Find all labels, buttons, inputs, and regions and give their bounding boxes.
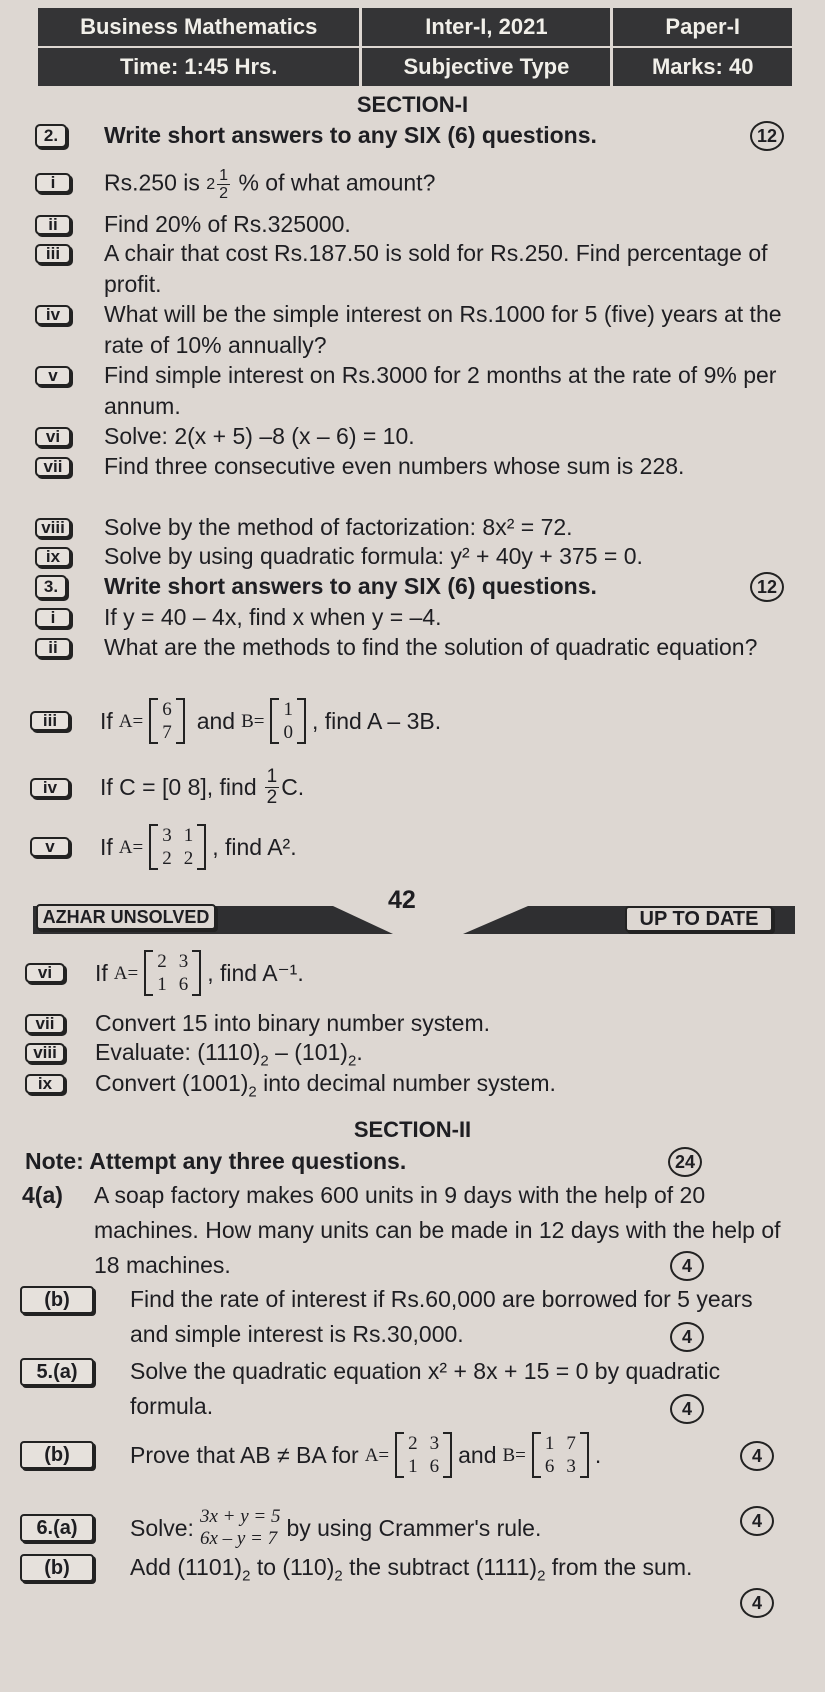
q3-item-ii (35, 632, 795, 663)
matrix-cell: 7 (162, 722, 172, 743)
question-6a (20, 1506, 800, 1550)
marks-circle: 4 (740, 1588, 774, 1618)
header-subject: Business Mathematics (38, 8, 362, 46)
item-number: v (35, 366, 71, 386)
matrix-cell: 2 (183, 848, 194, 869)
matrix-cell: 6 (544, 1456, 555, 1477)
item-text (100, 767, 304, 808)
header-marks: Marks: 40 (613, 48, 792, 86)
q3-item-ix (25, 1068, 785, 1108)
matrix-cell: 6 (178, 974, 189, 995)
header-type: Subjective Type (362, 48, 613, 86)
item-text-pre: If C = [0 8], find (100, 774, 257, 800)
matrix-b (270, 698, 306, 744)
frac-denominator: 2 (219, 185, 229, 202)
marks-circle: 12 (750, 121, 784, 151)
item-number: ii (35, 215, 71, 235)
question-5b (20, 1432, 800, 1478)
item-text: Solve by using quadratic formula: y² + 40y + 375 = 0. (104, 543, 643, 569)
marks-circle: 4 (740, 1506, 774, 1536)
matrix-a (149, 824, 206, 870)
question-text-part: Add (1101) (130, 1554, 243, 1580)
item-text-post: into decimal number system. (256, 1070, 556, 1096)
matrix-b-label: B= (241, 710, 265, 732)
matrix-a (395, 1432, 452, 1478)
item-number: vii (25, 1014, 65, 1034)
and-label: and (458, 1441, 497, 1468)
q2-item-ii (35, 209, 795, 240)
question-text-part: the subtract (1111) (342, 1554, 538, 1580)
and-label: and (196, 707, 236, 734)
matrix-a (144, 950, 201, 996)
item-text (100, 698, 441, 744)
item-number: viii (25, 1043, 65, 1063)
item-number: ix (25, 1074, 65, 1094)
question-number: 4(a) (22, 1182, 63, 1208)
item-text (104, 167, 435, 202)
item-text (100, 824, 297, 870)
q2-item-vi (35, 421, 795, 452)
section-1-title: SECTION-I (356, 92, 469, 117)
item-text: If y = 40 – 4x, find x when y = –4. (104, 604, 442, 630)
question-number: 5.(a) (20, 1358, 94, 1386)
question-number: 3. (35, 575, 67, 599)
item-number: i (35, 173, 71, 193)
item-number: iii (30, 711, 70, 731)
question-text-post: by using Crammer's rule. (286, 1514, 542, 1541)
item-text-pre: Convert (1001) (95, 1070, 249, 1096)
item-number: iv (35, 305, 71, 325)
item-number: ix (35, 547, 71, 567)
item-number: viii (35, 518, 71, 538)
q2-item-iv (35, 299, 795, 361)
subscript: 2 (260, 1052, 269, 1070)
header-exam: Inter-I, 2021 (362, 8, 613, 46)
question-text-part: from the sum. (545, 1554, 693, 1580)
q3-item-vii (25, 1008, 785, 1039)
matrix-a-label: A= (118, 710, 144, 732)
matrix-cell: 1 (157, 974, 167, 995)
q3-item-i (35, 602, 795, 633)
matrix-b (532, 1432, 589, 1478)
matrix-a-label: A= (118, 836, 144, 858)
equation-1: 3x + y = 5 (199, 1506, 281, 1527)
question-text (130, 1550, 790, 1594)
header-time: Time: 1:45 Hrs. (38, 48, 362, 86)
marks-circle: 4 (740, 1441, 774, 1471)
subscript: 2 (248, 1083, 257, 1101)
marks-circle: 4 (670, 1251, 704, 1281)
item-number: vii (35, 457, 71, 477)
question-text-part: to (110) (250, 1554, 335, 1580)
question-number: (b) (20, 1441, 94, 1469)
matrix-b-label: B= (502, 1444, 526, 1466)
matrix-cell: 1 (408, 1456, 418, 1477)
q2-item-vii (35, 451, 795, 482)
matrix-cell: 0 (283, 722, 293, 743)
q2-item-iii (35, 238, 795, 300)
section-2-title: SECTION-II (353, 1117, 472, 1142)
question-number: (b) (20, 1554, 94, 1582)
item-number: iv (30, 778, 70, 798)
q3-item-v (30, 824, 790, 870)
item-number: v (30, 837, 70, 857)
matrix-cell: 1 (183, 825, 194, 846)
question-text (130, 1432, 601, 1478)
matrix-cell: 7 (566, 1433, 576, 1454)
q2-item-viii (35, 512, 795, 543)
item-text-post: , find A⁻¹. (207, 959, 304, 986)
question-6b (20, 1554, 792, 1594)
item-text-post: % of what amount? (238, 169, 436, 196)
item-number: vi (25, 963, 65, 983)
q3-item-iv (30, 767, 790, 808)
marks-circle: 4 (670, 1322, 704, 1352)
item-number: ii (35, 638, 71, 658)
equation-system (200, 1506, 281, 1550)
item-text: What will be the simple interest on Rs.1000 for 5 (five) years at the rate of 10% annually? (104, 301, 782, 358)
frac-whole: 2 (206, 176, 216, 193)
question-text-pre: Prove that AB ≠ BA for (130, 1441, 359, 1468)
q2-item-v (35, 360, 795, 422)
item-text-pre: Evaluate: (1110) (95, 1039, 261, 1065)
fraction (217, 167, 230, 202)
item-text: Find three consecutive even numbers whose sum is 228. (104, 453, 685, 479)
banner-right-label: UP TO DATE (625, 906, 773, 932)
item-number: iii (35, 244, 71, 264)
item-text-post: , find A². (212, 833, 297, 860)
item-text: What are the methods to find the solution of quadratic equation? (104, 634, 758, 660)
matrix-cell: 3 (162, 825, 172, 846)
item-text: Solve: 2(x + 5) –8 (x – 6) = 10. (104, 423, 415, 449)
item-text (95, 950, 304, 996)
matrix-a (149, 698, 185, 744)
item-text-mid: – (101) (268, 1039, 348, 1065)
q2-item-ix (35, 541, 795, 572)
item-text: A chair that cost Rs.187.50 is sold for Rs.250. Find percentage of profit. (104, 240, 768, 297)
item-text-post: , find A – 3B. (311, 707, 442, 734)
marks-circle: 4 (670, 1394, 704, 1424)
matrix-cell: 2 (157, 951, 167, 972)
if-label: If (95, 959, 108, 986)
question-text (130, 1506, 541, 1550)
header-row-2 (38, 48, 792, 86)
item-text: Find simple interest on Rs.3000 for 2 months at the rate of 9% per annum. (104, 362, 777, 419)
item-text: Solve by the method of factorization: 8x² = 72. (104, 514, 573, 540)
q3-item-iii (30, 698, 790, 744)
frac-denominator: 2 (266, 787, 278, 808)
matrix-cell: 1 (283, 699, 293, 720)
question-3 (35, 571, 795, 602)
if-label: If (100, 707, 113, 734)
matrix-a-label: A= (113, 962, 139, 984)
subscript: 2 (242, 1567, 251, 1585)
item-text-pre: Rs.250 is (104, 169, 200, 196)
item-text (95, 1068, 556, 1108)
matrix-cell: 1 (544, 1433, 555, 1454)
matrix-cell: 6 (429, 1456, 440, 1477)
question-text: Solve the quadratic equation x² + 8x + 15 = 0 by quadratic formula. (130, 1358, 721, 1419)
note-text: Note: Attempt any three questions. (25, 1148, 407, 1174)
question-text: A soap factory makes 600 units in 9 days with the help of 20 machines. How many units can be made in 12 days with the help of 18 machines. (94, 1182, 781, 1278)
if-label: If (100, 833, 113, 860)
q2-item-i (35, 167, 795, 202)
question-text-post: . (594, 1441, 602, 1468)
matrix-a-label: A= (364, 1444, 390, 1466)
equation-2: 6x – y = 7 (199, 1528, 278, 1549)
item-text: Convert 15 into binary number system. (95, 1010, 491, 1036)
question-2 (35, 120, 795, 151)
item-text-post: . (356, 1039, 363, 1065)
item-text: Find 20% of Rs.325000. (104, 211, 351, 237)
matrix-cell: 3 (429, 1433, 440, 1454)
item-text-post: C. (281, 774, 305, 800)
question-number: 2. (35, 124, 67, 148)
q3-item-vi (25, 950, 785, 996)
page-number: 42 (388, 886, 416, 914)
question-text-pre: Solve: (130, 1514, 194, 1541)
header-row-1 (38, 8, 792, 46)
matrix-cell: 3 (566, 1456, 576, 1477)
question-number: 6.(a) (20, 1514, 94, 1542)
question-text: Find the rate of interest if Rs.60,000 are borrowed for 5 years and simple interest is Rs.30,000. (130, 1286, 753, 1347)
matrix-cell: 3 (178, 951, 189, 972)
fraction (265, 767, 280, 808)
frac-numerator: 1 (219, 167, 229, 184)
item-number: vi (35, 427, 71, 447)
subscript: 2 (537, 1567, 546, 1585)
banner-left-label: AZHAR UNSOLVED (36, 904, 216, 930)
question-text: Write short answers to any SIX (6) questions. (104, 573, 597, 599)
header-paper: Paper-I (613, 8, 792, 46)
question-text: Write short answers to any SIX (6) questions. (104, 122, 597, 148)
subscript: 2 (347, 1052, 357, 1070)
item-number: i (35, 608, 71, 628)
marks-circle: 24 (668, 1147, 702, 1177)
question-number: (b) (20, 1286, 94, 1314)
matrix-cell: 6 (162, 699, 172, 720)
marks-circle: 12 (750, 572, 784, 602)
matrix-cell: 2 (408, 1433, 418, 1454)
frac-numerator: 1 (266, 766, 278, 787)
subscript: 2 (334, 1567, 343, 1585)
matrix-cell: 2 (162, 848, 172, 869)
